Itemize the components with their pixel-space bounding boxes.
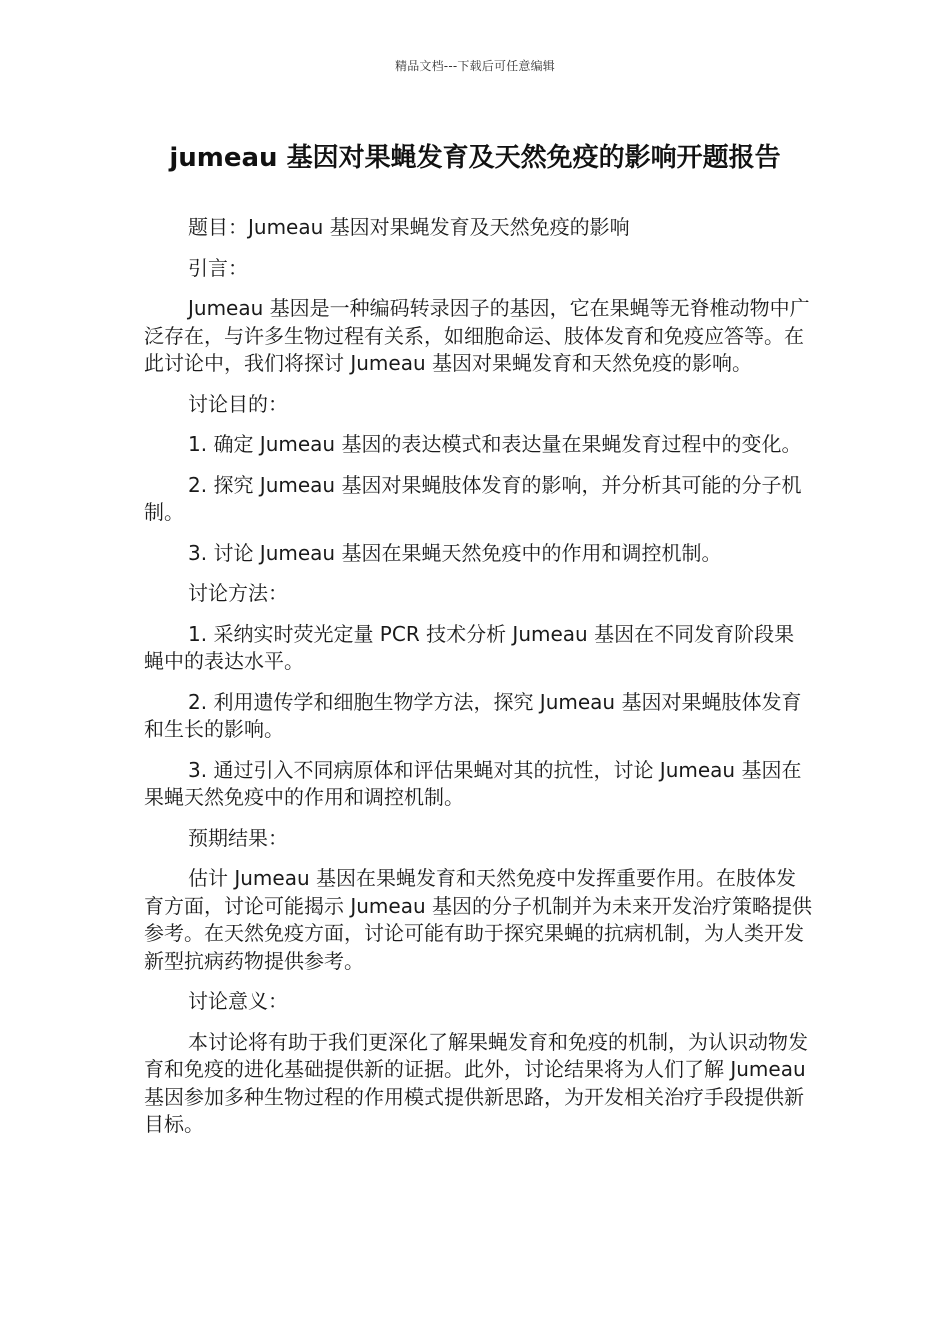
method-item-2: 2. 利用遗传学和细胞生物学方法，探究 Jumeau 基因对果蝇肢体发育和生长的影响。 (144, 689, 802, 741)
purpose-item-2: 2. 探究 Jumeau 基因对果蝇肢体发育的影响，并分析其可能的分子机制。 (144, 472, 802, 524)
header-note: 精品文档---下载后可任意编辑 (395, 59, 555, 73)
method-item-1: 1. 采纳实时荧光定量 PCR 技术分析 Jumeau 基因在不同发育阶段果蝇中的表达水平。 (144, 621, 795, 673)
document-title: jumeau 基因对果蝇发育及天然免疫的影响开题报告 (169, 143, 781, 173)
result-heading: 预期结果： (188, 825, 288, 850)
intro-paragraph: Jumeau 基因是一种编码转录因子的基因，它在果蝇等无脊椎动物中广泛存在，与许多生物过程有关系，如细胞命运、肢体发育和免疫应答等。在此讨论中，我们将探讨 Jumeau 基因对果蝇发育和天然免疫的影响。 (144, 296, 810, 375)
result-paragraph: 估计 Jumeau 基因在果蝇发育和天然免疫中发挥重要作用。在肢体发育方面，讨论可能揭示 Jumeau 基因的分子机制并为未来开发治疗策略提供参考。在天然免疫方面，讨论可能有助于探究果蝇的抗病机制，为人类开发新型抗病药物提供参考。 (144, 866, 813, 973)
document-body (144, 214, 812, 1152)
purpose-item-3: 3. 讨论 Jumeau 基因在果蝇天然免疫中的作用和调控机制。 (188, 540, 722, 565)
purpose-heading: 讨论目的： (188, 391, 288, 416)
intro-heading: 引言： (188, 255, 248, 280)
topic-line: 题目：Jumeau 基因对果蝇发育及天然免疫的影响 (188, 215, 630, 239)
purpose-item-1: 1. 确定 Jumeau 基因的表达模式和表达量在果蝇发育过程中的变化。 (188, 432, 802, 456)
method-heading: 讨论方法： (188, 581, 288, 605)
method-item-3: 3. 通过引入不同病原体和评估果蝇对其的抗性，讨论 Jumeau 基因在果蝇天然免疫中的作用和调控机制。 (144, 757, 802, 809)
significance-paragraph: 本讨论将有助于我们更深化了解果蝇发育和免疫的机制，为认识动物发育和免疫的进化基础提供新的证据。此外，讨论结果将为人们了解 Jumeau 基因参加多种生物过程的作用模式提供新思路，为开发相关治疗手段提供新目标。 (144, 1029, 808, 1136)
significance-heading: 讨论意义： (188, 989, 288, 1013)
